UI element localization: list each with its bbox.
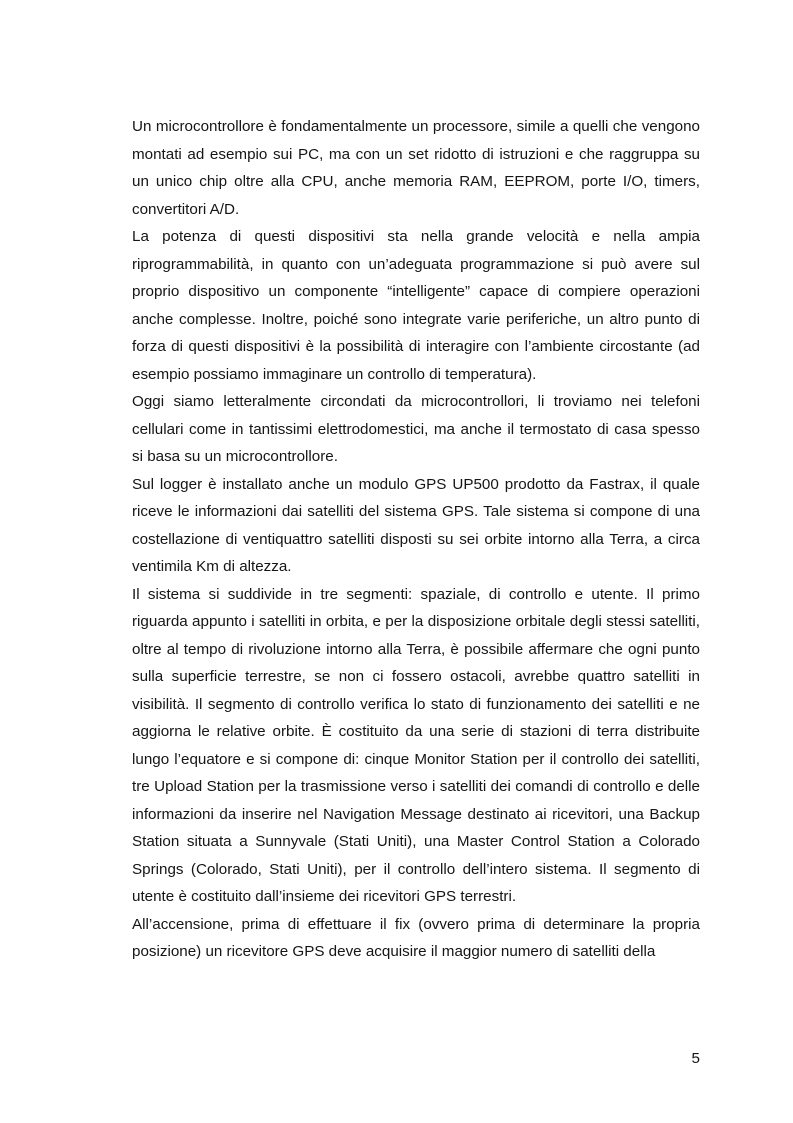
page-number: 5 bbox=[691, 1050, 700, 1067]
paragraph-gps-segments: Il sistema si suddivide in tre segmenti: spaziale, di controllo e utente. Il primo riguarda appunto i satelliti in orbita, e per la disposizione orbitale degli stessi satelliti, oltre al tempo di rivoluzione intorno alla Terra, è possibile affermare che ogni punto sulla superficie terrestre, se non ci fossero ostacoli, avrebbe quattro satelliti in visibilità. Il segmento di controllo verifica lo stato di funzionamento dei satelliti e ne aggiorna le relative orbite. È costituito da una serie di stazioni di terra distribuite lungo l’equatore e si compone di: cinque Monitor Station per il controllo dei satelliti, tre Upload Station per la trasmissione verso i satelliti dei comandi di controllo e delle informazioni da inserire nel Navigation Message destinato ai ricevitori, una Backup Station situata a Sunnyvale (Stati Uniti), una Master Control Station a Colorado Springs (Colorado, Stati Uniti), per il controllo dell’intero sistema. Il segmento di utente è costituito dall’insieme dei ricevitori GPS terrestri. bbox=[132, 585, 700, 905]
paragraph-microcontroller-power: La potenza di questi dispositivi sta nella grande velocità e nella ampia riprogrammabilità, in quanto con un’adeguata programmazione si può avere sul proprio dispositivo un componente “intelligente” capace di compiere operazioni anche complesse. Inoltre, poiché sono integrate varie periferiche, un altro punto di forza di questi dispositivi è la possibilità di interagire con l’ambiente circostante (ad esempio possiamo immaginare un controllo di temperatura). bbox=[132, 228, 700, 383]
body-text bbox=[132, 113, 700, 966]
paragraph-microcontroller-everyday: Oggi siamo letteralmente circondati da microcontrollori, li troviamo nei telefoni cellulari come in tantissimi elettrodomestici, ma anche il termostato di casa spesso si basa su un microcontrollore. bbox=[132, 393, 700, 465]
paragraph-gps-startup: All’accensione, prima di effettuare il fix (ovvero prima di determinare la propria posizione) un ricevitore GPS deve acquisire il maggior numero di satelliti della bbox=[132, 915, 700, 960]
paragraph-gps-module: Sul logger è installato anche un modulo GPS UP500 prodotto da Fastrax, il quale riceve le informazioni dai satelliti del sistema GPS. Tale sistema si compone di una costellazione di ventiquattro satelliti disposti su sei orbite intorno alla Terra, a circa ventimila Km di altezza. bbox=[132, 475, 700, 575]
paragraph-microcontroller-definition: Un microcontrollore è fondamentalmente un processore, simile a quelli che vengono montati ad esempio sui PC, ma con un set ridotto di istruzioni e che raggruppa su un unico chip oltre alla CPU, anche memoria RAM, EEPROM, porte I/O, timers, convertitori A/D. bbox=[132, 118, 700, 218]
